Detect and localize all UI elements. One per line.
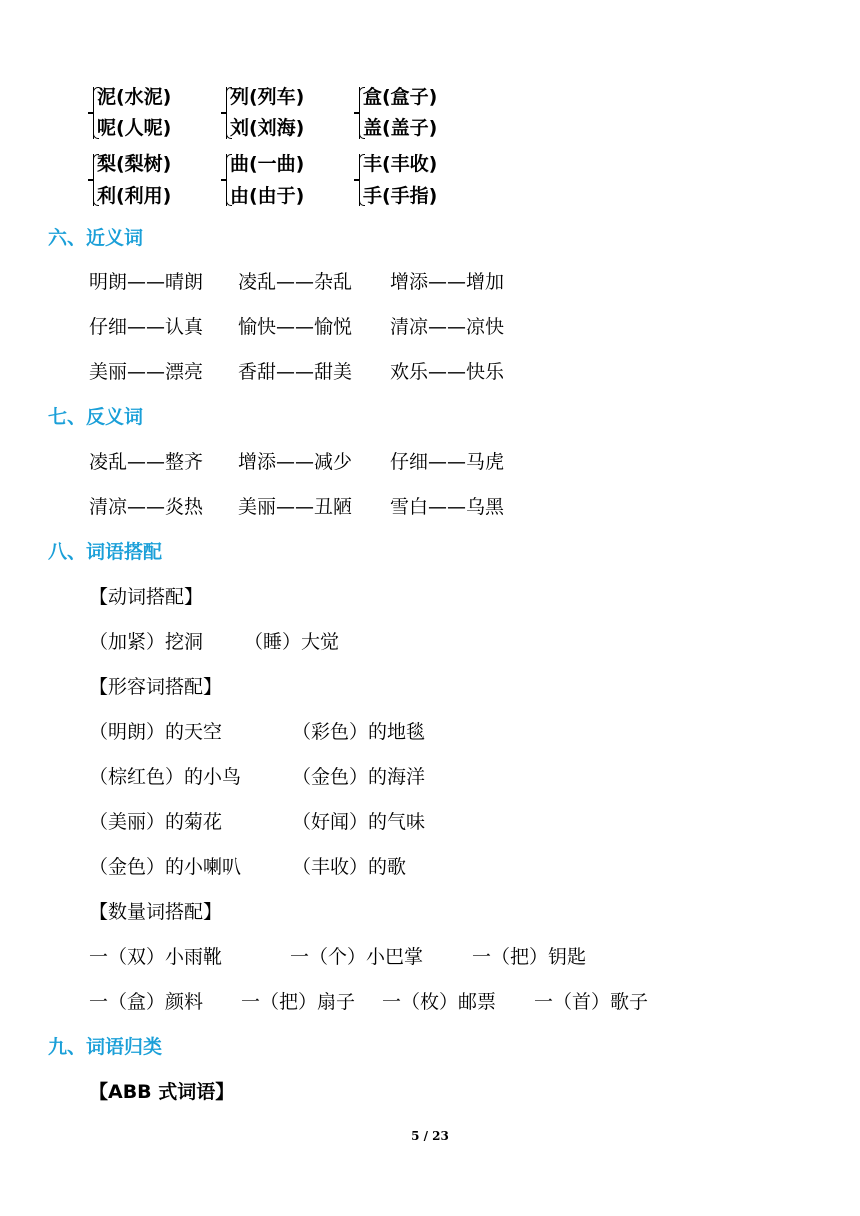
antonym-pair: 增添——减少 [238, 451, 353, 473]
word-pair-bottom: 刘(刘海) [230, 117, 305, 139]
synonym-pair: 凌乱——杂乱 [238, 271, 353, 293]
synonym-pair: 欢乐——快乐 [390, 361, 505, 383]
collocation-item: 一（把）钥匙 [472, 946, 587, 968]
collocation-item: （金色）的小喇叭 [89, 856, 242, 878]
collocation-item: （美丽）的菊花 [89, 811, 223, 833]
collocation-item: 一（个）小巴掌 [290, 946, 424, 968]
synonym-pair: 香甜——甜美 [238, 361, 353, 383]
word-pair-top: 梨(梨树) [97, 153, 172, 175]
antonym-pair: 凌乱——整齐 [89, 451, 204, 473]
synonym-pair: 仔细——认真 [89, 316, 204, 338]
synonym-pair: 增添——增加 [390, 271, 505, 293]
section-heading-collocations: 八、词语搭配 [48, 541, 163, 563]
word-pair-bottom: 由(由于) [230, 185, 305, 207]
word-pair-top: 丰(丰收) [363, 153, 438, 175]
section-heading-synonyms: 六、近义词 [48, 227, 144, 249]
subheading-abb: 【ABB 式词语】 [89, 1081, 235, 1103]
section-heading-antonyms: 七、反义词 [48, 406, 144, 428]
collocation-item: （棕红色）的小鸟 [89, 766, 242, 788]
collocation-item: 一（把）扇子 [241, 991, 356, 1013]
antonym-pair: 美丽——丑陋 [238, 496, 353, 518]
collocation-item: 一（双）小雨靴 [89, 946, 223, 968]
synonym-pair: 美丽——漂亮 [89, 361, 204, 383]
collocation-item: （加紧）挖洞 [89, 631, 204, 653]
synonym-pair: 明朗——晴朗 [89, 271, 204, 293]
word-pair-top: 泥(水泥) [97, 86, 172, 108]
word-pair-bottom: 盖(盖子) [363, 117, 438, 139]
synonym-pair: 清凉——凉快 [390, 316, 505, 338]
word-pair-top: 曲(一曲) [230, 153, 305, 175]
word-pair-bottom: 利(利用) [97, 185, 172, 207]
subheading-verb: 【动词搭配】 [89, 586, 204, 608]
antonym-pair: 雪白——乌黑 [390, 496, 505, 518]
page-number: 5 / 23 [411, 1129, 449, 1143]
antonym-pair: 清凉——炎热 [89, 496, 204, 518]
collocation-item: 一（枚）邮票 [382, 991, 497, 1013]
section-heading-categorize: 九、词语归类 [48, 1036, 163, 1058]
collocation-item: （睡）大觉 [244, 631, 340, 653]
collocation-item: （彩色）的地毯 [292, 721, 426, 743]
synonym-pair: 愉快——愉悦 [238, 316, 353, 338]
collocation-item: 一（首）歌子 [534, 991, 649, 1013]
collocation-item: （明朗）的天空 [89, 721, 223, 743]
collocation-item: 一（盒）颜料 [89, 991, 204, 1013]
word-pair-top: 盒(盒子) [363, 86, 438, 108]
subheading-adjective: 【形容词搭配】 [89, 676, 223, 698]
subheading-quantifier: 【数量词搭配】 [89, 901, 223, 923]
word-pair-top: 列(列车) [230, 86, 305, 108]
word-pair-bottom: 手(手指) [363, 185, 438, 207]
collocation-item: （金色）的海洋 [292, 766, 426, 788]
collocation-item: （丰收）的歌 [292, 856, 407, 878]
collocation-item: （好闻）的气味 [292, 811, 426, 833]
word-pair-bottom: 呢(人呢) [97, 117, 172, 139]
antonym-pair: 仔细——马虎 [390, 451, 505, 473]
